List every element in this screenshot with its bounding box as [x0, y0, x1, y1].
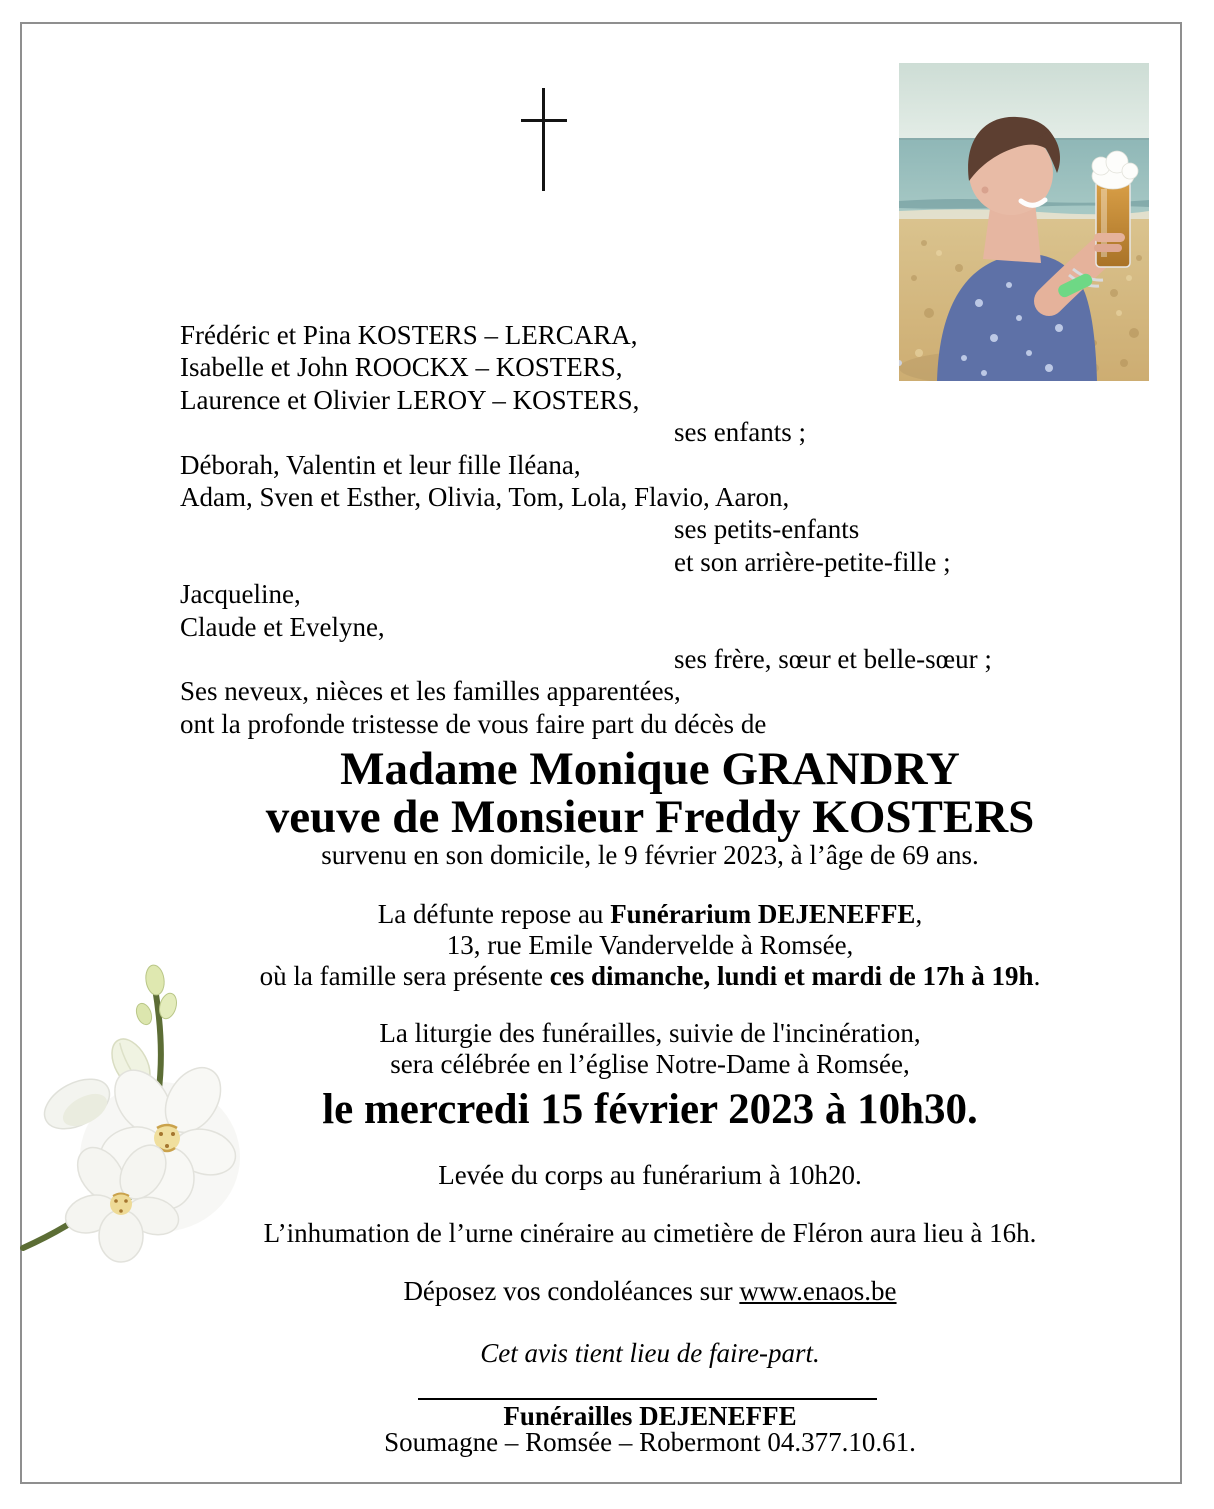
repose-line3-prefix: où la famille sera présente — [259, 961, 550, 991]
family-line: Jacqueline, — [180, 579, 301, 610]
funerarium-name: Funérarium DEJENEFFE — [610, 899, 916, 929]
relationship-label-siblings: ses frère, sœur et belle-sœur ; — [674, 644, 992, 675]
funeral-home-name: Funérailles DEJENEFFE — [503, 1401, 797, 1431]
ceremony-line1: La liturgie des funérailles, suivie de l'incinération, — [379, 1018, 921, 1048]
family-line: ont la profonde tristesse de vous faire part du décès de — [180, 708, 767, 739]
relationship-label-grandchildren: ses petits-enfants — [674, 514, 860, 545]
relationship-label-great-granddaughter: et son arrière-petite-fille ; — [674, 546, 951, 577]
repose-line3 — [150, 961, 1150, 992]
death-info: survenu en son domicile, le 9 février 2023, à l’âge de 69 ans. — [321, 840, 979, 870]
family-line: Laurence et Olivier LEROY – KOSTERS, — [180, 384, 640, 415]
notice-line: Cet avis tient lieu de faire-part. — [480, 1338, 820, 1368]
repose-address: 13, rue Emile Vandervelde à Romsée, — [446, 930, 854, 960]
repose-line1-prefix: La défunte repose au — [377, 899, 611, 929]
funeral-home-locations: Soumagne – Romsée – Robermont 04.377.10.61. — [384, 1427, 916, 1457]
family-announcement — [180, 319, 1130, 740]
ceremony-date: le mercredi 15 février 2023 à 10h30. — [322, 1086, 978, 1133]
levee-line: Levée du corps au funérarium à 10h20. — [438, 1160, 862, 1190]
condolences-prefix: Déposez vos condoléances sur — [403, 1276, 740, 1306]
repose-line3-suffix: . — [1033, 961, 1041, 991]
family-line: Claude et Evelyne, — [180, 611, 385, 642]
condolences-link[interactable]: www.enaos.be — [739, 1276, 897, 1306]
family-line: Ses neveux, nièces et les familles apparentées, — [180, 676, 681, 707]
footer-divider — [418, 1398, 877, 1400]
ceremony-block — [150, 1018, 1150, 1080]
condolences-line — [150, 1276, 1150, 1307]
repose-line1 — [150, 899, 1150, 930]
family-line: Déborah, Valentin et leur fille Iléana, — [180, 449, 581, 480]
inhumation-line: L’inhumation de l’urne cinéraire au cimetière de Fléron aura lieu à 16h. — [263, 1218, 1037, 1248]
repose-line1-suffix: , — [915, 899, 923, 929]
footer-block — [150, 1403, 1150, 1455]
visiting-hours: ces dimanche, lundi et mardi de 17h à 19h — [549, 961, 1034, 991]
repose-block — [150, 899, 1150, 992]
deceased-name-line2: veuve de Monsieur Freddy KOSTERS — [265, 791, 1035, 843]
deceased-name — [150, 745, 1150, 841]
family-line: Adam, Sven et Esther, Olivia, Tom, Lola, Flavio, Aaron, — [180, 482, 790, 513]
cross-vertical-bar — [542, 88, 545, 191]
cross-icon — [521, 88, 567, 191]
ceremony-line2: sera célébrée en l’église Notre-Dame à Romsée, — [390, 1049, 910, 1079]
family-line: Isabelle et John ROOCKX – KOSTERS, — [180, 352, 623, 383]
deceased-name-line1: Madame Monique GRANDRY — [340, 743, 960, 795]
relationship-label-children: ses enfants ; — [674, 417, 806, 448]
family-line: Frédéric et Pina KOSTERS – LERCARA, — [180, 320, 638, 350]
cross-horizontal-bar — [521, 119, 567, 122]
